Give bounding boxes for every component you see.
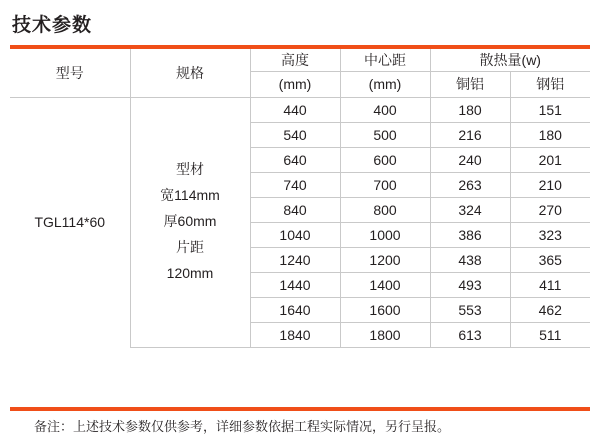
cell-copper: 613 [430,322,510,347]
cell-steel: 462 [510,297,590,322]
spec-line-1: 型材 [176,161,204,178]
header-model: 型号 [10,49,130,97]
page-title: 技术参数 [12,15,93,36]
cell-height: 640 [250,147,340,172]
cell-steel: 201 [510,147,590,172]
table-row [10,97,590,122]
table-body [10,97,590,347]
cell-height: 740 [250,172,340,197]
cell-center: 600 [340,147,430,172]
cell-height: 1840 [250,322,340,347]
technical-parameters-table [10,49,590,348]
spec-line-4: 片距 [176,238,204,255]
cell-copper: 553 [430,297,510,322]
cell-steel: 323 [510,222,590,247]
cell-steel: 210 [510,172,590,197]
header-height: 高度 [250,49,340,71]
cell-height: 1640 [250,297,340,322]
cell-height: 1240 [250,247,340,272]
header-center-unit: (mm) [340,71,430,97]
header-spec: 规格 [130,49,250,97]
cell-height: 840 [250,197,340,222]
cell-height: 440 [250,97,340,122]
header-center-distance: 中心距 [340,49,430,71]
footnote-text: 备注：上述技术参数仅供参考，详细参数依据工程实际情况，另行呈报。 [34,419,451,434]
cell-copper: 493 [430,272,510,297]
cell-center: 1200 [340,247,430,272]
spec-line-5: 120mm [166,264,214,281]
cell-height: 1040 [250,222,340,247]
cell-spec [130,97,250,347]
cell-center: 1800 [340,322,430,347]
table-header [10,49,590,97]
cell-center: 1400 [340,272,430,297]
header-height-unit: (mm) [250,71,340,97]
cell-center: 1000 [340,222,430,247]
cell-center: 400 [340,97,430,122]
cell-center: 500 [340,122,430,147]
spec-line-3: 厚60mm [163,213,217,230]
cell-center: 700 [340,172,430,197]
header-heat-output: 散热量(w) [430,49,590,71]
cell-steel: 511 [510,322,590,347]
cell-center: 800 [340,197,430,222]
bottom-accent-rule [10,407,590,411]
cell-copper: 324 [430,197,510,222]
cell-height: 540 [250,122,340,147]
cell-copper: 240 [430,147,510,172]
cell-copper: 438 [430,247,510,272]
cell-copper: 263 [430,172,510,197]
cell-height: 1440 [250,272,340,297]
cell-model: TGL114*60 [10,97,130,347]
footnote [10,416,590,435]
spec-line-2: 宽114mm [160,187,220,204]
header-copper-aluminum: 铜铝 [430,71,510,97]
cell-steel: 270 [510,197,590,222]
cell-copper: 216 [430,122,510,147]
cell-copper: 386 [430,222,510,247]
cell-center: 1600 [340,297,430,322]
cell-steel: 151 [510,97,590,122]
cell-copper: 180 [430,97,510,122]
cell-steel: 180 [510,122,590,147]
header-steel-aluminum: 钢铝 [510,71,590,97]
cell-steel: 411 [510,272,590,297]
cell-steel: 365 [510,247,590,272]
